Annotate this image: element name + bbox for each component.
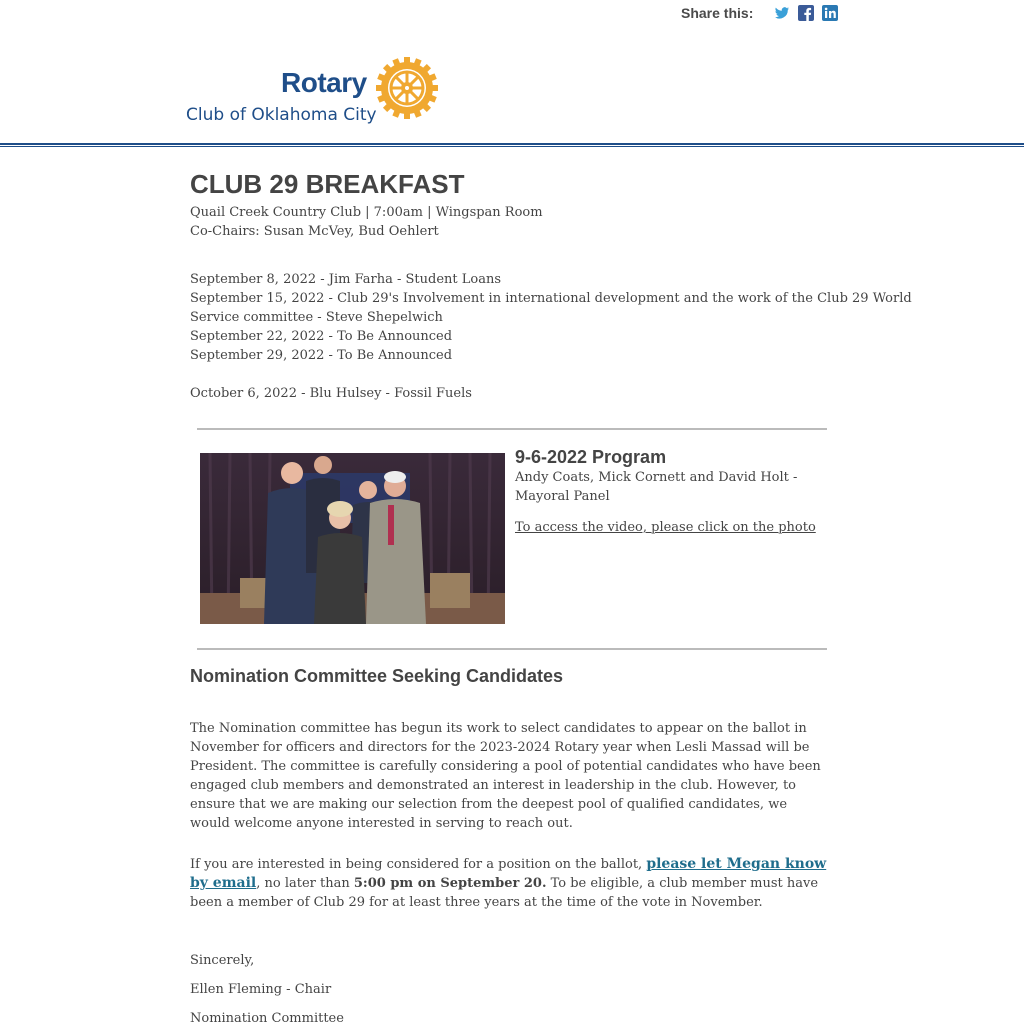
event-chairs: Co-Chairs: Susan McVey, Bud Oehlert	[190, 224, 439, 239]
schedule-item: October 6, 2022 - Blu Hulsey - Fossil Fuels	[190, 386, 472, 401]
section-divider	[197, 428, 827, 430]
schedule-item: September 22, 2022 - To Be Announced	[190, 329, 453, 344]
nomination-paragraph: The Nomination committee has begun its work to select candidates to appear on the ballot in November for officers and directors for the 2023-2024 Rotary year when Lesli Massad will be President. The committee is carefully considering a pool of potential candidates who have been engaged club members and demonstrated an interest in leadership in the club. However, to ensure that we are making our selection from the deepest pool of qualified candidates, we would welcome anyone interested in serving to reach out.	[190, 721, 821, 831]
linkedin-icon[interactable]	[822, 5, 838, 21]
header-divider-thin	[0, 146, 1024, 147]
header-divider	[0, 143, 1024, 145]
share-label: Share this:	[681, 5, 754, 21]
signer: Ellen Fleming - Chair	[190, 982, 332, 997]
program-text: Andy Coats, Mick Cornett and David Holt - Mayoral Panel	[515, 470, 798, 504]
program-photo[interactable]	[200, 453, 505, 624]
facebook-icon[interactable]	[798, 5, 814, 21]
schedule-item: September 8, 2022 - Jim Farha - Student Loans	[190, 272, 502, 287]
rotary-wheel-icon	[376, 57, 438, 119]
schedule-item: September 15, 2022 - Club 29's Involvement in international development and the work of the Club 29 World	[190, 291, 912, 306]
program-info	[515, 446, 830, 537]
email-megan-link[interactable]: please let Megan know by email	[190, 856, 827, 891]
event-location: Quail Creek Country Club | 7:00am | Wingspan Room	[190, 205, 543, 220]
event-title: CLUB 29 BREAKFAST	[190, 169, 465, 199]
program-title: 9-6-2022 Program	[515, 447, 667, 467]
twitter-icon[interactable]	[774, 5, 790, 21]
instructions-text: , no later than	[256, 876, 354, 891]
section-divider	[197, 648, 827, 650]
event-section	[190, 165, 912, 403]
instructions-text: If you are interested in being considered for a position on the ballot,	[190, 857, 647, 872]
committee-name: Nomination Committee	[190, 1011, 344, 1026]
schedule-item: Service committee - Steve Shepelwich	[190, 310, 443, 325]
nomination-heading: Nomination Committee Seeking Candidates	[190, 666, 564, 686]
signoff: Sincerely,	[190, 953, 255, 968]
logo-club-name: Club of Oklahoma City	[186, 105, 377, 125]
instructions-text: To be eligible, a club member must have been a member of Club 29 for at least three years at the time of the vote in November.	[190, 876, 819, 910]
program-video-link[interactable]: To access the video, please click on the photo	[515, 520, 816, 535]
nomination-instructions	[190, 855, 830, 912]
schedule-item: September 29, 2022 - To Be Announced	[190, 348, 453, 363]
logo-wordmark: Rotary	[281, 67, 367, 98]
share-bar	[681, 2, 838, 24]
rotary-logo[interactable]	[186, 57, 438, 129]
deadline-text: 5:00 pm on September 20.	[353, 876, 547, 891]
